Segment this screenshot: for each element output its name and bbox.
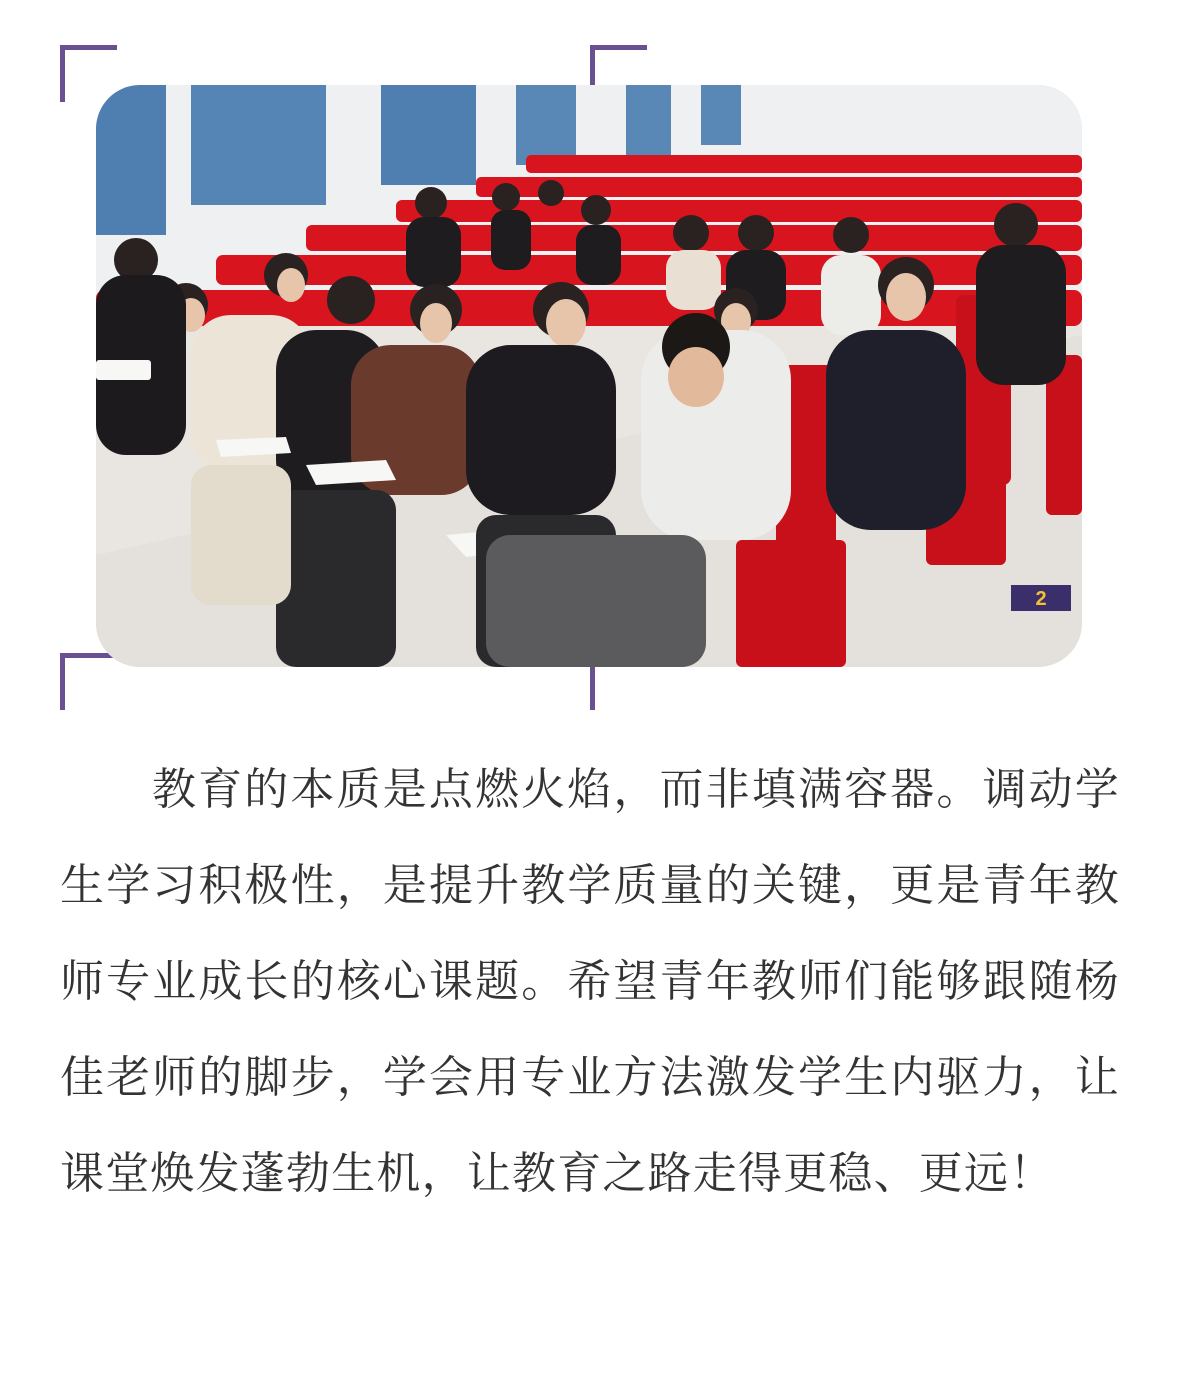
auditorium-photo-illustration	[96, 85, 1082, 667]
article-paragraph: 教育的本质是点燃火焰，而非填满容器。调动学生学习积极性，是提升教学质量的关键，更是青年教师专业成长的核心课题。希望青年教师们能够跟随杨佳老师的脚步，学会用专业方法激发学生内驱力，让课堂焕发蓬勃生机，让教育之路走得更稳、更远！	[60, 764, 1120, 1199]
auditorium-photo	[96, 85, 1082, 667]
frame-corner-top-left	[60, 45, 117, 102]
photo-frame	[60, 45, 1120, 710]
seat-number: 2	[1035, 588, 1047, 610]
frame-corner-bottom-left	[60, 653, 117, 710]
